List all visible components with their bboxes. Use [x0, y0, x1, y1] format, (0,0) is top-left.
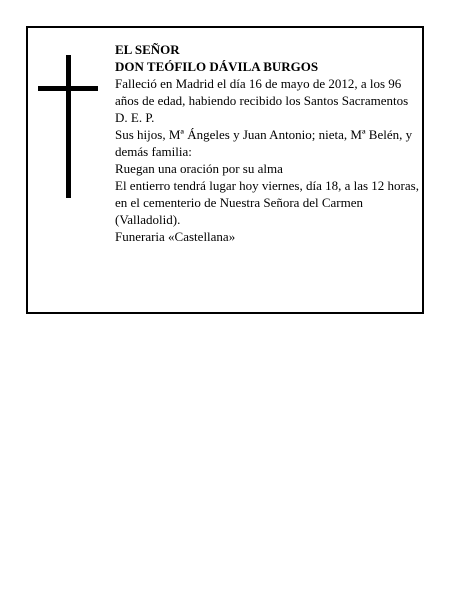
- prayer-request: Ruegan una oración por su alma: [115, 161, 283, 176]
- cross-vertical-bar: [66, 55, 71, 198]
- cross-horizontal-bar: [38, 86, 98, 91]
- dep-abbreviation: D. E. P.: [115, 110, 155, 125]
- obituary-notice: [26, 26, 424, 314]
- funeral-details: El entierro tendrá lugar hoy viernes, día 18, a las 12 horas, en el cementerio de Nuestra Señora del Carmen (Valladolid).: [115, 178, 419, 227]
- title-line-1: EL SEÑOR: [115, 42, 180, 57]
- deceased-name: DON TEÓFILO DÁVILA BURGOS: [115, 59, 319, 74]
- family-members: Sus hijos, Mª Ángeles y Juan Antonio; nieta, Mª Belén, y demás familia:: [115, 127, 413, 159]
- funeral-home: Funeraria «Castellana»: [115, 229, 236, 244]
- death-info: Falleció en Madrid el día 16 de mayo de 2012, a los 96 años de edad, habiendo recibido los Santos Sacramentos: [115, 76, 409, 108]
- cross-icon: [38, 55, 98, 198]
- notice-text: [115, 41, 420, 245]
